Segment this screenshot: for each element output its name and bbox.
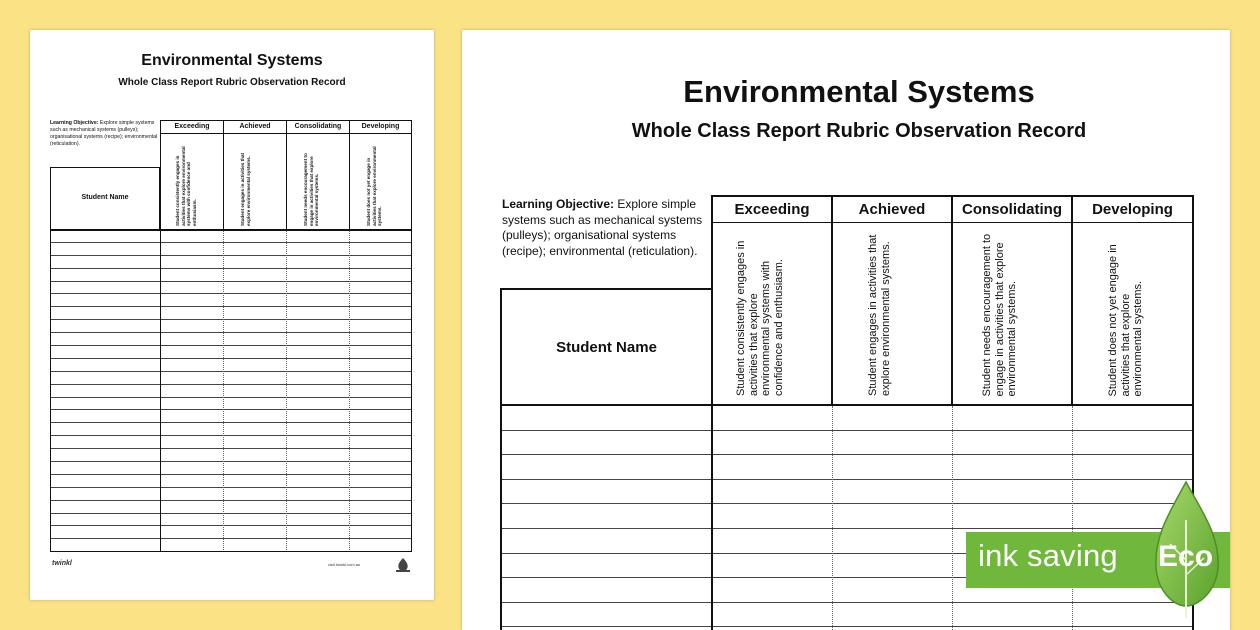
thumbnail-footer-text: visit twinkl.com.au bbox=[328, 562, 361, 567]
thumbnail-subtitle: Whole Class Report Rubric Observation Record bbox=[118, 77, 346, 88]
description-developing: Student does not yet engage in activities that explore environmental systems. bbox=[1071, 223, 1194, 406]
heading-achieved: Achieved bbox=[831, 195, 953, 223]
thumbnail-desc-achieved: Student engages in activities that explore environmental systems. bbox=[223, 134, 287, 230]
description-exceeding: Student consistently engages in activities that explore environmental systems with confidence and enthusiasm. bbox=[711, 223, 833, 406]
thumbnail-heading-developing: Developing bbox=[349, 120, 412, 134]
thumbnail-desc-exceeding: Student consistently engages in activities that explore environmental systems with confidence and enthusiasm. bbox=[160, 134, 224, 230]
thumbnail-desc-consolidating: Student needs encouragement to engage in activities that explore environmental systems. bbox=[286, 134, 350, 230]
learning-objective bbox=[502, 197, 712, 259]
thumbnail-heading-consolidating: Consolidating bbox=[286, 120, 350, 134]
thumbnail-objective: Learning Objective: Explore simple systems such as mechanical systems (pulleys); organisational systems (recipe); environmental (reticulation). bbox=[50, 120, 158, 147]
heading-developing: Developing bbox=[1071, 195, 1194, 223]
heading-exceeding: Exceeding bbox=[711, 195, 833, 223]
student-name-header: Student Name bbox=[500, 288, 713, 406]
twinkl-logo: twinkl bbox=[52, 560, 72, 567]
thumbnail-page[interactable] bbox=[30, 30, 434, 600]
description-achieved: Student engages in activities that explore environmental systems. bbox=[831, 223, 953, 406]
heading-consolidating: Consolidating bbox=[951, 195, 1073, 223]
thumbnail-heading-exceeding: Exceeding bbox=[160, 120, 224, 134]
thumbnail-heading-achieved: Achieved bbox=[223, 120, 287, 134]
eco-icon bbox=[394, 557, 412, 573]
thumbnail-table-frame bbox=[50, 230, 412, 552]
page-title: Environmental Systems bbox=[683, 74, 1035, 109]
description-consolidating: Student needs encouragement to engage in activities that explore environmental systems. bbox=[951, 223, 1073, 406]
ink-saving-label: ink saving bbox=[978, 538, 1118, 573]
thumbnail-title: Environmental Systems bbox=[141, 52, 323, 69]
thumbnail-student-name-header: Student Name bbox=[50, 167, 160, 230]
eco-label: Eco bbox=[1158, 540, 1214, 573]
page-subtitle: Whole Class Report Rubric Observation Record bbox=[631, 120, 1087, 142]
learning-objective-label: Learning Objective: bbox=[502, 197, 615, 211]
thumbnail-desc-developing: Student does not yet engage in activities that explore environmental systems. bbox=[349, 134, 412, 230]
table-frame bbox=[500, 404, 1194, 630]
learning-objective-text: Explore simple systems such as mechanical systems (pulleys); organisational systems (recipe); environmental (reticulation). bbox=[502, 197, 703, 258]
